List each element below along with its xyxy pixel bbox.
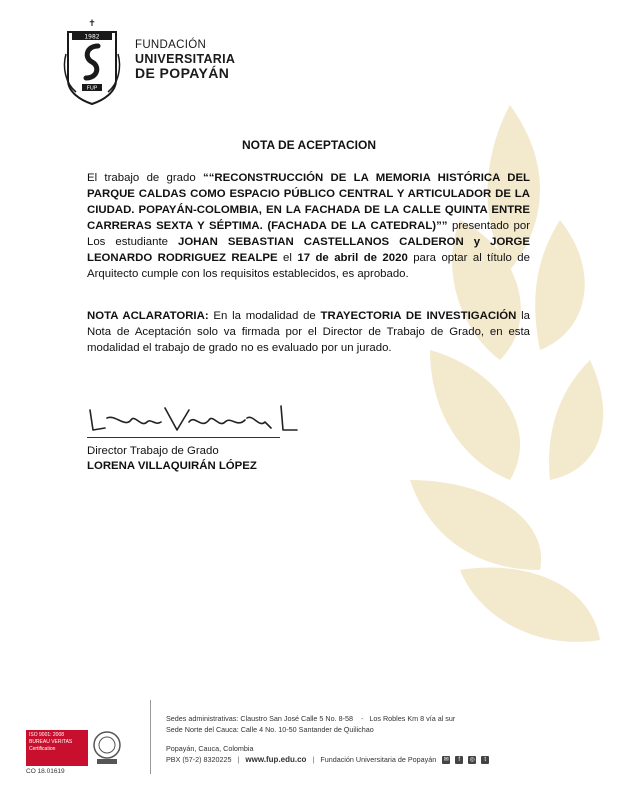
sedes-separator: - [360,714,364,723]
signatory-block [87,444,257,474]
footer-pbx: PBX (57-2) 8320225 [166,755,232,764]
clarifying-note-paragraph [87,308,530,356]
p1-text-c: presentado por Los estudiante [87,220,530,248]
footer-city: Popayán, Cauca, Colombia [166,744,254,753]
svg-text:✝: ✝ [88,19,96,29]
p2-text-d: la Nota de Aceptación solo va firmada por el Director de Trabajo de Grado, en esta modalidad el trabajo de grado no es evaluado por un jurado. [87,310,530,354]
iso-certification-badge [26,730,88,766]
approval-date: 17 de abril de 2020 [297,252,408,264]
footer-separator: | [237,755,240,764]
certificate-code: CO 18.01619 [26,768,65,775]
student-names: JOHAN SEBASTIAN CASTELLANOS CALDERON y JORGE LEONARDO RODRIGUEZ REALPE [87,236,530,264]
p1-text-a: El trabajo de grado [87,172,203,184]
footer-contact [166,713,489,765]
instagram-icon[interactable]: ◎ [469,757,475,764]
thesis-title: ““RECONSTRUCCIÓN DE LA MEMORIA HISTÓRICA DEL PARQUE CALDAS COMO ESPACIO PÚBLICO CENTRAL Y ARTICULADOR DE LA CIUDAD. POPAYÁN-COLOMBIA, EN LA FACHADA DE LA CALLE QUINTA ENTRE CARRERAS SEXTA Y SÉPTIMA. (FACHADA DE LA CATEDRAL)”” [87,172,530,232]
sedes-label: Sedes administrativas: [166,714,239,723]
footer-contact-row [166,754,489,765]
document-title: NOTA DE ACEPTACION [242,138,376,152]
modality-name: TRAYECTORIA DE INVESTIGACIÓN [320,310,517,322]
handwritten-signature [85,400,315,436]
footer-social-name: Fundación Universitaria de Popayán [320,755,437,764]
norte-value: Calle 4 No. 10-50 Santander de Quilichao [240,725,374,734]
p1-text-g: para optar al título de Arquitecto cumple con los requisitos establecidos, es aprobado. [87,252,530,280]
social-icons [442,756,489,764]
sedes-value-2: Los Robles Km 8 vía al sur [369,714,456,723]
bureau-veritas-seal [92,730,122,766]
note-label: NOTA ACLARATORIA: [87,310,209,322]
p1-text-e: el [277,252,298,264]
brand-line-1: FUNDACIÓN [135,39,207,51]
acceptance-paragraph [87,170,530,282]
logo-abbr: FUP [86,85,98,92]
facebook-icon[interactable]: f [455,756,463,764]
norte-label: Sede Norte del Cauca: [166,725,239,734]
footer-separator: | [312,755,315,764]
signatory-name: LORENA VILLAQUIRÁN LÓPEZ [87,460,257,472]
fup-logo [58,18,126,106]
footer-divider [150,700,151,774]
twitter-icon[interactable]: t [481,756,489,764]
footer-website-link[interactable]: www.fup.edu.co [245,755,307,764]
signature-line [87,437,280,438]
p2-text-b: En la modalidad de [208,310,321,322]
institution-name [135,38,235,80]
signatory-role: Director Trabajo de Grado [87,445,219,457]
email-icon[interactable]: ✉ [443,757,449,764]
sedes-value: Claustro San José Calle 5 No. 8-58 [240,714,353,723]
bv-text: BUREAU VERITAS Certification [29,739,73,752]
footer-sedes [166,713,489,724]
brand-line-2: UNIVERSITARIA [135,52,236,66]
footer-norte [166,724,489,735]
iso-text: ISO 9001: 2008 [29,732,65,738]
brand-line-3: DE POPAYÁN [135,65,230,81]
logo-year: 1982 [84,33,100,41]
